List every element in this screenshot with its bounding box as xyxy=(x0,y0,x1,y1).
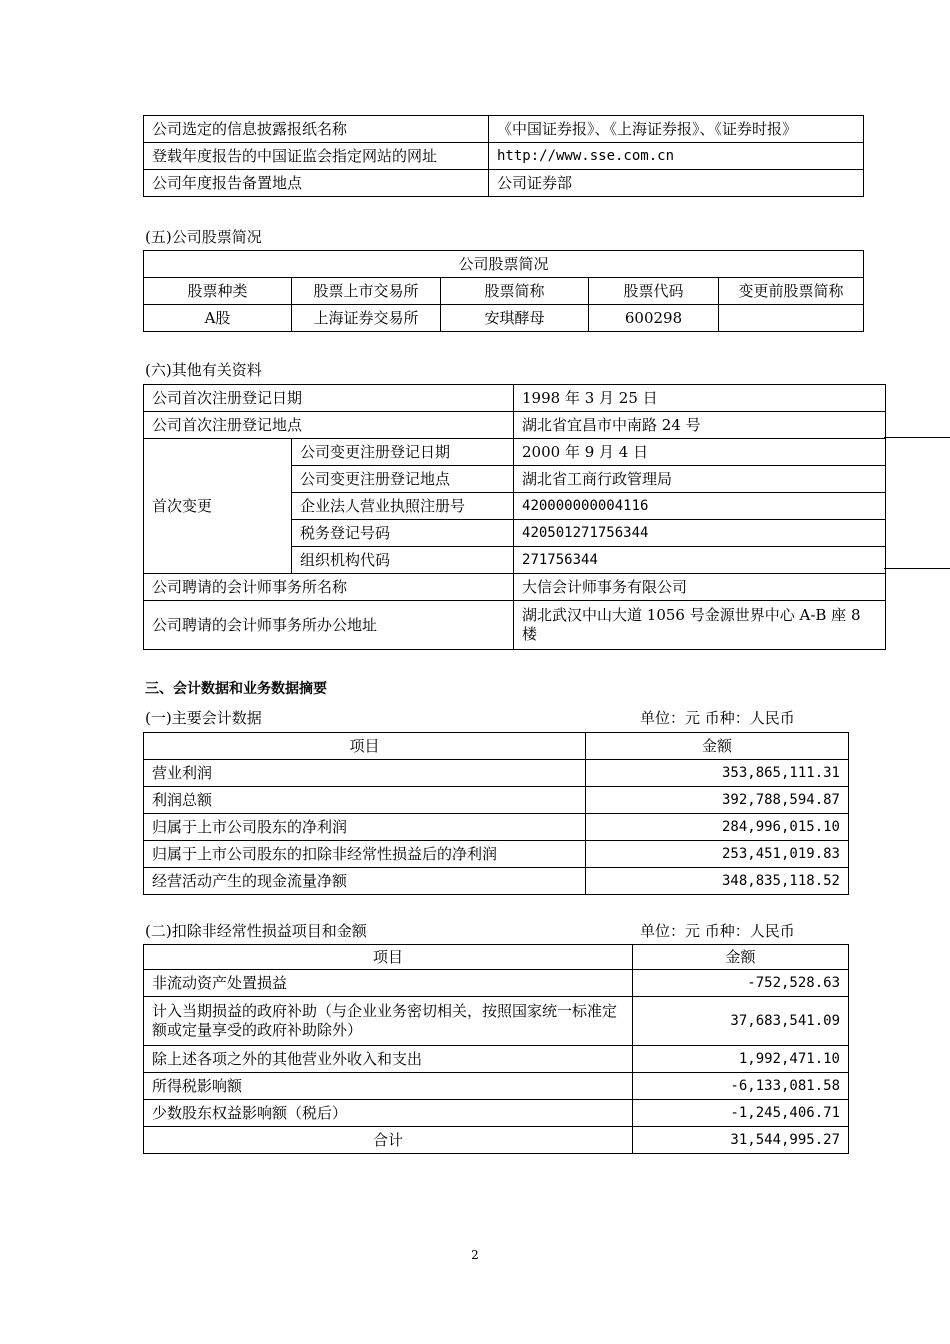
item-cell: 归属于上市公司股东的净利润 xyxy=(144,814,586,841)
item-cell: 经营活动产生的现金流量净额 xyxy=(144,868,586,895)
amount-cell: 353,865,111.31 xyxy=(586,760,849,787)
column-header: 项目 xyxy=(144,945,633,970)
column-header: 变更前股票简称 xyxy=(719,278,864,305)
table-extension xyxy=(884,437,950,569)
amount-cell: -752,528.63 xyxy=(633,970,849,997)
main-data-unit: 单位：元 币种：人民币 xyxy=(640,709,795,727)
amount-cell: -1,245,406.71 xyxy=(633,1100,849,1127)
item-cell: 归属于上市公司股东的扣除非经常性损益后的净利润 xyxy=(144,841,586,868)
info-label: 税务登记号码 xyxy=(292,520,514,547)
info-value: 420000000004116 xyxy=(514,493,886,520)
column-header: 金额 xyxy=(633,945,849,970)
column-header: 股票代码 xyxy=(589,278,719,305)
table-row xyxy=(144,143,864,170)
info-label: 公司首次注册登记地点 xyxy=(144,412,514,439)
info-value: 2000 年 9 月 4 日 xyxy=(514,439,886,466)
info-value: 《中国证券报》、《上海证券报》、《证券时报》 xyxy=(489,116,864,143)
stock-code: 600298 xyxy=(589,305,719,332)
nonrecurring-unit: 单位：元 币种：人民币 xyxy=(640,922,795,940)
column-header: 股票种类 xyxy=(144,278,292,305)
amount-cell: 253,451,019.83 xyxy=(586,841,849,868)
table-total-row xyxy=(144,1127,849,1154)
column-header: 项目 xyxy=(144,733,586,760)
info-value: 湖北武汉中山大道 1056 号金源世界中心 A-B 座 8 楼 xyxy=(514,601,886,650)
main-data-table xyxy=(143,732,849,895)
page-number: 2 xyxy=(471,1248,479,1262)
info-table xyxy=(143,115,864,197)
table-row xyxy=(144,251,864,278)
table-row xyxy=(144,841,849,868)
item-cell: 少数股东权益影响额（税后） xyxy=(144,1100,633,1127)
info-value: 大信会计师事务有限公司 xyxy=(514,574,886,601)
table-row xyxy=(144,305,864,332)
item-cell: 非流动资产处置损益 xyxy=(144,970,633,997)
section-3-heading: 三、会计数据和业务数据摘要 xyxy=(145,681,327,697)
stock-table-title: 公司股票简况 xyxy=(144,251,864,278)
item-cell: 利润总额 xyxy=(144,787,586,814)
column-header: 金额 xyxy=(586,733,849,760)
table-row xyxy=(144,412,886,439)
info-label: 公司聘请的会计师事务所名称 xyxy=(144,574,514,601)
table-row xyxy=(144,116,864,143)
info-label: 登载年度报告的中国证监会指定网站的网址 xyxy=(144,143,489,170)
info-label: 公司选定的信息披露报纸名称 xyxy=(144,116,489,143)
item-cell: 所得税影响额 xyxy=(144,1073,633,1100)
column-header: 股票上市交易所 xyxy=(292,278,441,305)
info-value: 420501271756344 xyxy=(514,520,886,547)
stock-exchange: 上海证券交易所 xyxy=(292,305,441,332)
total-label: 合计 xyxy=(144,1127,633,1154)
previous-short-name xyxy=(719,305,864,332)
amount-cell: 348,835,118.52 xyxy=(586,868,849,895)
nonrecurring-table xyxy=(143,944,849,1154)
other-section-heading: (六)其他有关资料 xyxy=(145,361,262,379)
table-row xyxy=(144,574,886,601)
table-row xyxy=(144,1073,849,1100)
info-label: 公司年度报告备置地点 xyxy=(144,170,489,197)
info-label: 公司变更注册登记日期 xyxy=(292,439,514,466)
table-row xyxy=(144,601,886,650)
change-label: 首次变更 xyxy=(144,439,292,574)
website-link[interactable]: http://www.sse.com.cn xyxy=(489,143,864,170)
table-row xyxy=(144,760,849,787)
info-label: 公司聘请的会计师事务所办公地址 xyxy=(144,601,514,650)
main-data-heading: (一)主要会计数据 xyxy=(145,709,262,727)
table-row xyxy=(144,970,849,997)
column-header: 股票简称 xyxy=(441,278,589,305)
stock-section-heading: (五)公司股票简况 xyxy=(145,228,262,246)
total-amount: 31,544,995.27 xyxy=(633,1127,849,1154)
item-cell: 除上述各项之外的其他营业外收入和支出 xyxy=(144,1046,633,1073)
info-label: 组织机构代码 xyxy=(292,547,514,574)
table-header-row xyxy=(144,733,849,760)
amount-cell: -6,133,081.58 xyxy=(633,1073,849,1100)
table-row xyxy=(144,814,849,841)
amount-cell: 37,683,541.09 xyxy=(633,997,849,1046)
info-value: 湖北省宜昌市中南路 24 号 xyxy=(514,412,886,439)
table-row xyxy=(144,170,864,197)
table-row xyxy=(144,1046,849,1073)
table-row xyxy=(144,439,886,466)
info-label: 公司首次注册登记日期 xyxy=(144,385,514,412)
amount-cell: 1,992,471.10 xyxy=(633,1046,849,1073)
table-row xyxy=(144,997,849,1046)
item-cell: 计入当期损益的政府补助（与企业业务密切相关，按照国家统一标准定额或定量享受的政府补助除外） xyxy=(144,997,633,1046)
stock-type: A股 xyxy=(144,305,292,332)
info-label: 企业法人营业执照注册号 xyxy=(292,493,514,520)
amount-cell: 284,996,015.10 xyxy=(586,814,849,841)
table-row xyxy=(144,1100,849,1127)
info-value: 271756344 xyxy=(514,547,886,574)
other-info-table xyxy=(143,384,886,650)
stock-table xyxy=(143,250,864,332)
table-row xyxy=(144,868,849,895)
table-header-row xyxy=(144,945,849,970)
amount-cell: 392,788,594.87 xyxy=(586,787,849,814)
info-value: 公司证券部 xyxy=(489,170,864,197)
info-label: 公司变更注册登记地点 xyxy=(292,466,514,493)
nonrecurring-heading: (二)扣除非经常性损益项目和金额 xyxy=(145,922,367,940)
info-value: 湖北省工商行政管理局 xyxy=(514,466,886,493)
table-row xyxy=(144,787,849,814)
table-row xyxy=(144,385,886,412)
info-value: 1998 年 3 月 25 日 xyxy=(514,385,886,412)
item-cell: 营业利润 xyxy=(144,760,586,787)
stock-short-name: 安琪酵母 xyxy=(441,305,589,332)
table-header-row xyxy=(144,278,864,305)
